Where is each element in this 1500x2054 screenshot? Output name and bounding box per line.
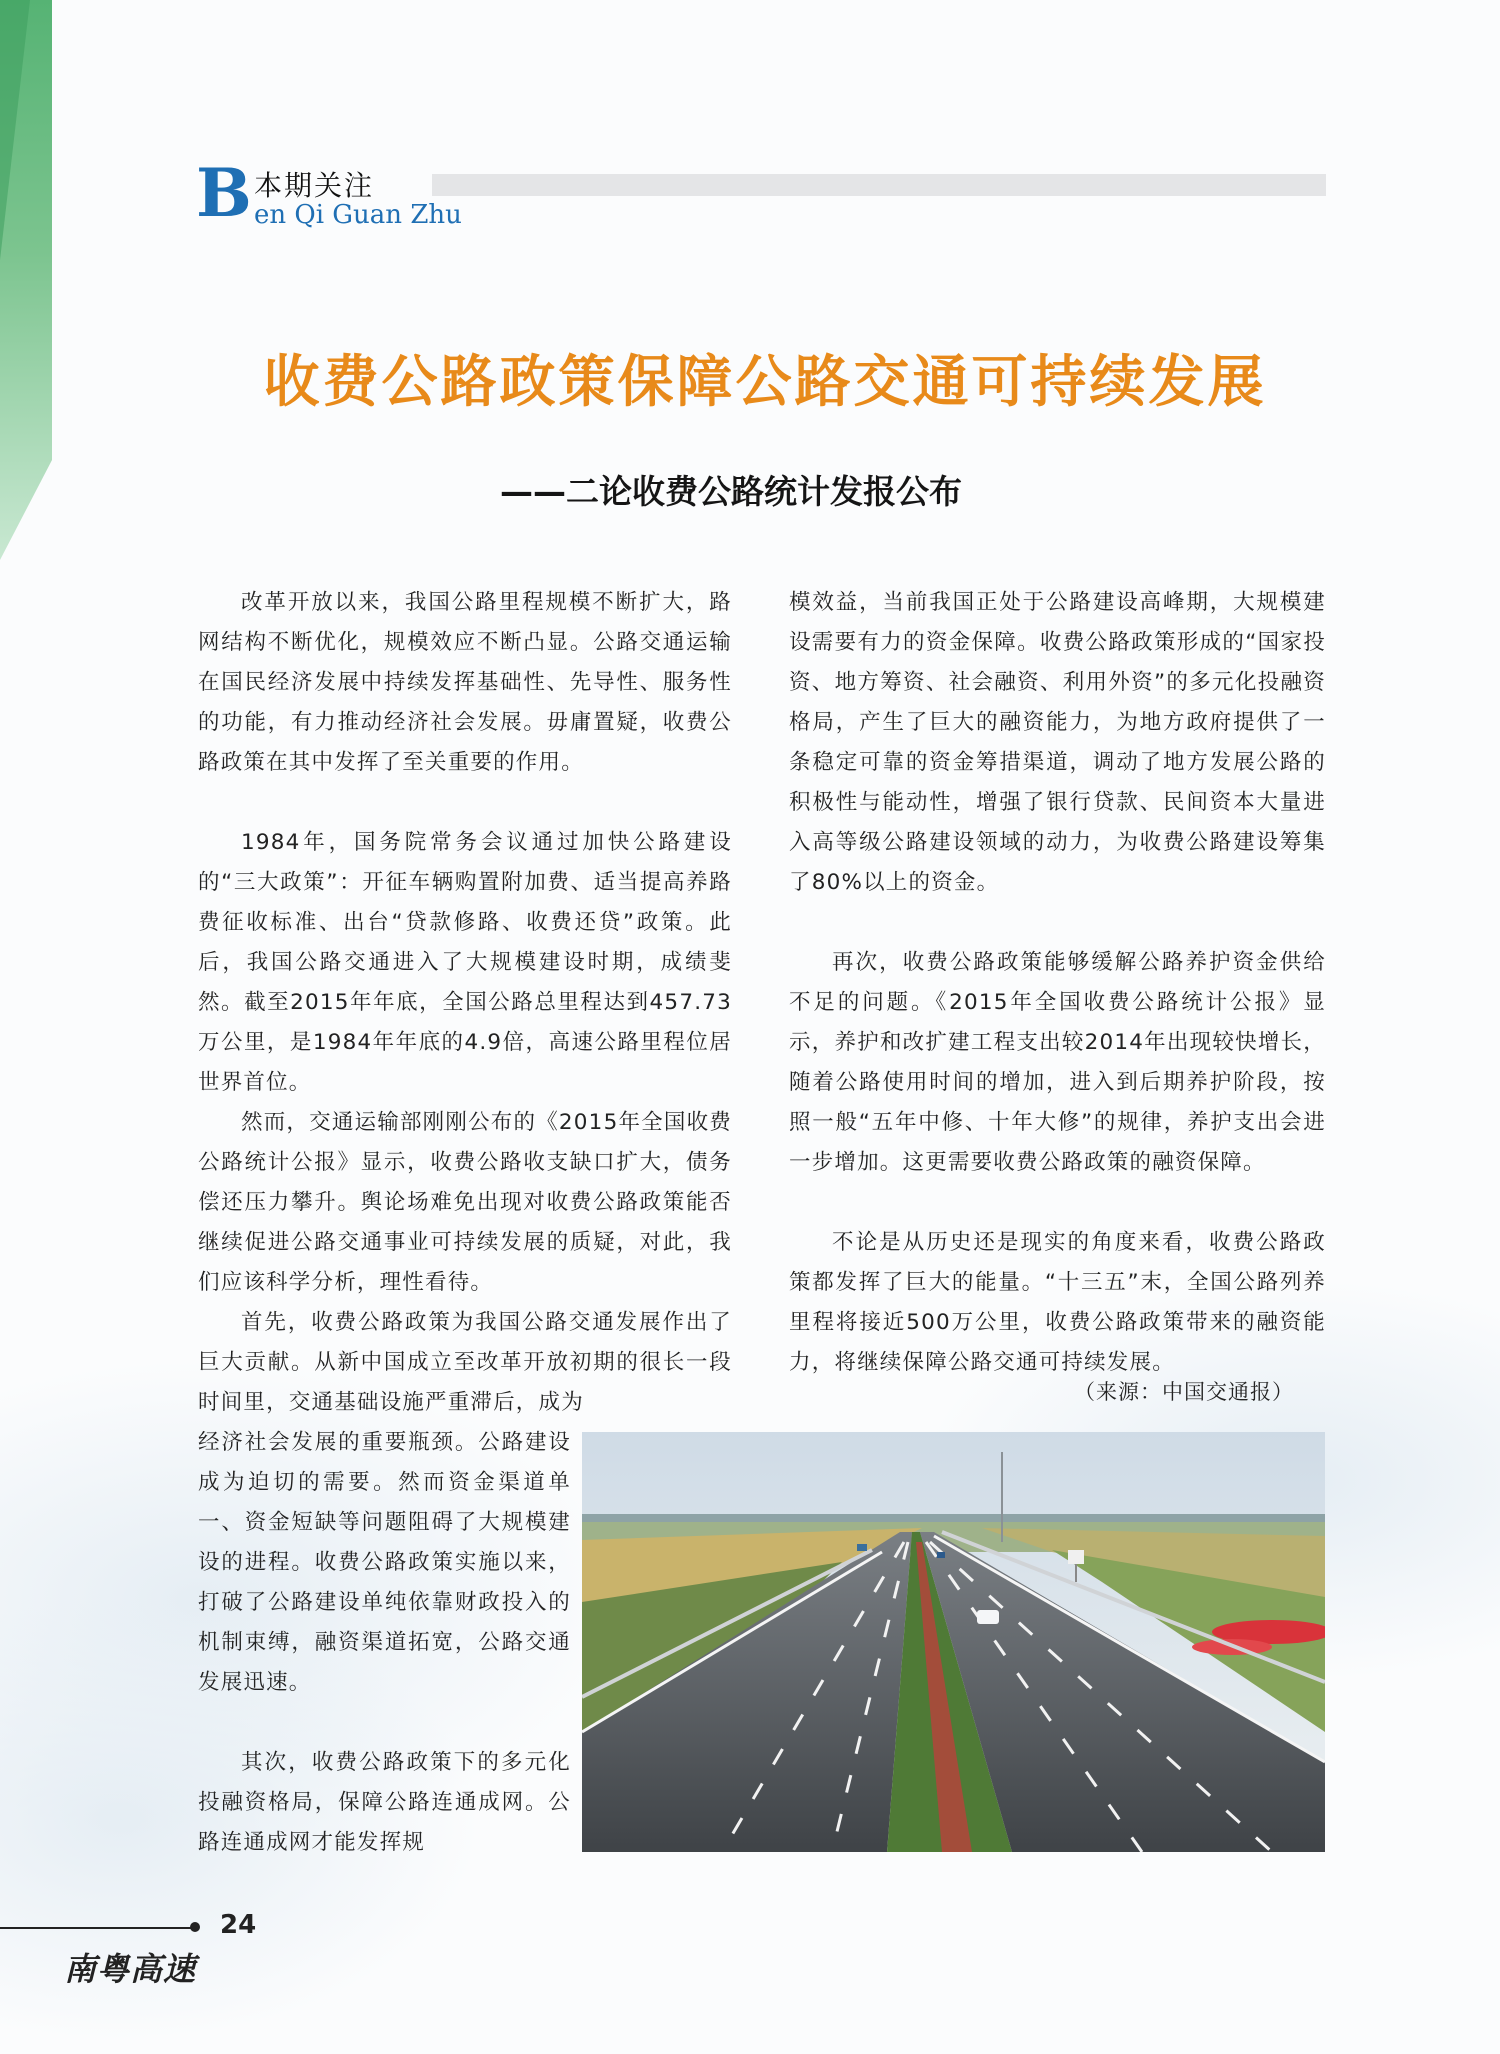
section-initial: B bbox=[196, 154, 252, 232]
section-title-cn: 本期关注 bbox=[254, 169, 375, 202]
paragraph-7: 不论是从历史还是现实的角度来看，收费公路政策都发挥了巨大的能量。“十三五”末，全国公路列养里程将接近500万公里，收费公路政策带来的融资能力，将继续保障公路交通可持续发展。 bbox=[789, 1230, 1326, 1375]
highway-photo bbox=[582, 1432, 1325, 1852]
section-title-pinyin: en Qi Guan Zhu bbox=[254, 200, 462, 230]
paragraph-5-cont: 模效益，当前我国正处于公路建设高峰期，大规模建设需要有力的资金保障。收费公路政策形成的“国家投资、地方筹资、社会融资、利用外资”的多元化投融资格局，产生了巨大的融资能力，为地方政府提供了一条稳定可靠的资金筹措渠道，调动了地方发展公路的积极性与能动性，增强了银行贷款、民间资本大量进入高等级公路建设领域的动力，为收费公路建设筹集了80%以上的资金。 bbox=[789, 590, 1326, 895]
paragraph-6: 再次，收费公路政策能够缓解公路养护资金供给不足的问题。《2015年全国收费公路统计公报》显示，养护和改扩建工程支出较2014年出现较快增长，随着公路使用时间的增加，进入到后期养护阶段，按照一般“五年中修、十年大修”的规律，养护支出会进一步增加。这更需要收费公路政策的融资保障。 bbox=[789, 950, 1326, 1175]
paragraph-2: 1984年，国务院常务会议通过加快公路建设的“三大政策”：开征车辆购置附加费、适当提高养路费征收标准、出台“贷款修路、收费还贷”政策。此后，我国公路交通进入了大规模建设时期，成绩斐然。截至2015年年底，全国公路总里程达到457.73万公里，是1984年年底的4.9倍，高速公路里程位居世界首位。 bbox=[198, 830, 732, 1095]
footer-dot bbox=[190, 1922, 200, 1932]
green-accent-band bbox=[0, 0, 52, 560]
paragraph-5-start: 其次，收费公路政策下的多元化投融资格局，保障公路连通成网。公路连通成网才能发挥规 bbox=[198, 1750, 571, 1855]
page-number: 24 bbox=[220, 1910, 257, 1940]
section-header bbox=[196, 154, 1326, 240]
paragraph-4-cont: 经济社会发展的重要瓶颈。公路建设成为迫切的需要。然而资金渠道单一、资金短缺等问题阻碍了大规模建设的进程。收费公路政策实施以来，打破了公路建设单纯依靠财政投入的机制束缚，融资渠道拓宽，公路交通发展迅速。 bbox=[198, 1430, 571, 1695]
article-title: 收费公路政策保障公路交通可持续发展 bbox=[263, 350, 1267, 415]
footer-rule bbox=[0, 1927, 195, 1929]
paragraph-4-start: 首先，收费公路政策为我国公路交通发展作出了巨大贡献。从新中国成立至改革开放初期的很长一段时间里，交通基础设施严重滞后，成为 bbox=[198, 1310, 732, 1415]
paragraph-1: 改革开放以来，我国公路里程规模不断扩大，路网结构不断优化，规模效应不断凸显。公路交通运输在国民经济发展中持续发挥基础性、先导性、服务性的功能，有力推动经济社会发展。毋庸置疑，收费公路政策在其中发挥了至关重要的作用。 bbox=[198, 590, 732, 775]
article-source: （来源：中国交通报） bbox=[1074, 1380, 1294, 1404]
section-divider-bar bbox=[432, 174, 1326, 196]
paragraph-3: 然而，交通运输部刚刚公布的《2015年全国收费公路统计公报》显示，收费公路收支缺口扩大，债务偿还压力攀升。舆论场难免出现对收费公路政策能否继续促进公路交通事业可持续发展的质疑，对此，我们应该科学分析，理性看待。 bbox=[198, 1110, 732, 1295]
article-subtitle: ——二论收费公路统计发报公布 bbox=[500, 472, 962, 511]
magazine-logo: 南粤高速 bbox=[64, 1950, 197, 1988]
